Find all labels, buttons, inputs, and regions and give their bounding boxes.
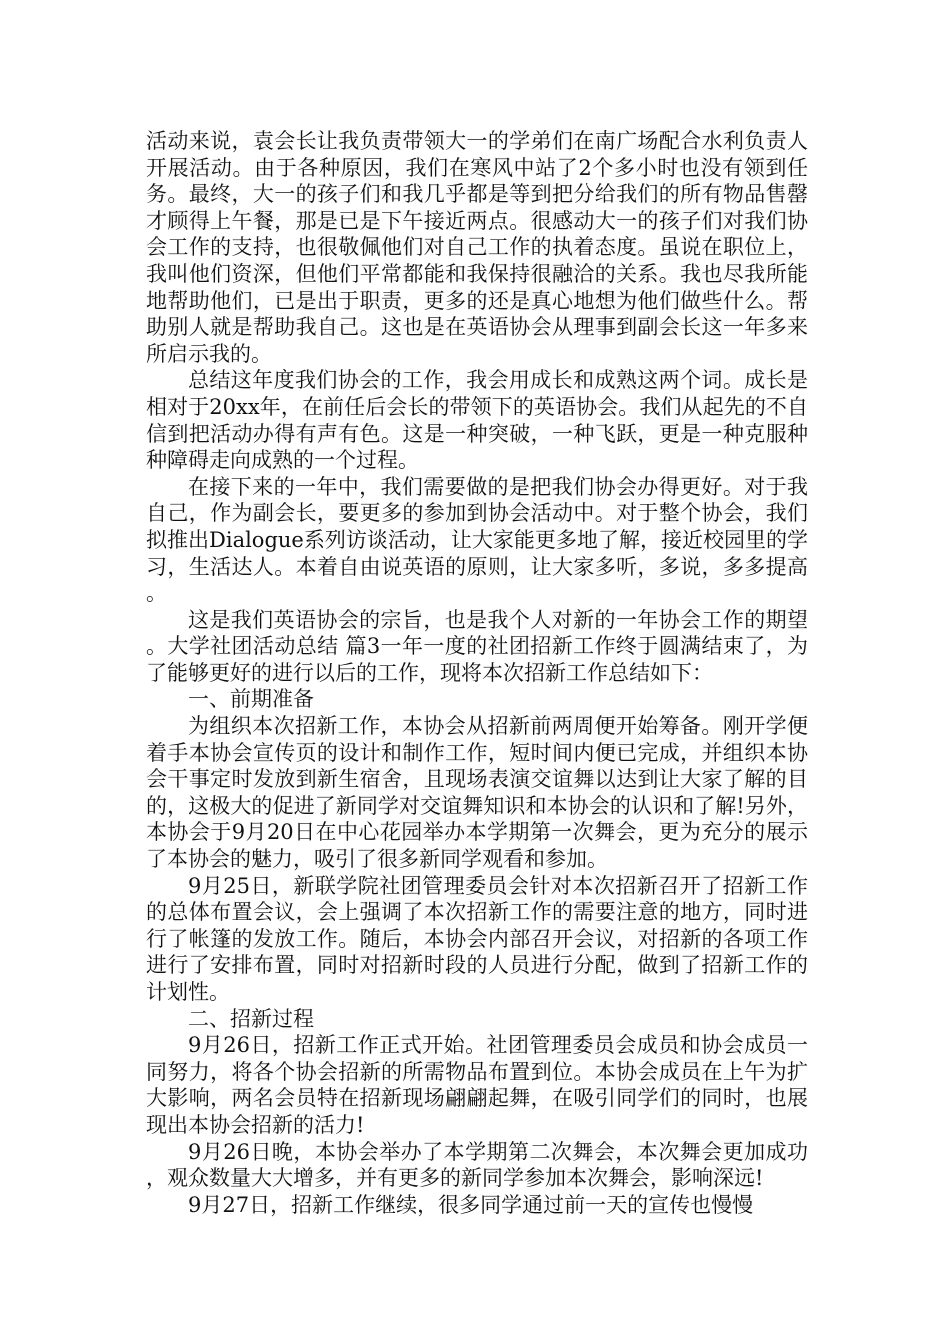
paragraph-11: 9月27日，招新工作继续，很多同学通过前一天的宣传也慢慢: [188, 1192, 754, 1217]
section-heading-preparation: 一、前期准备: [188, 687, 314, 712]
document-page: [146, 128, 808, 1218]
paragraph-7: 9月25日，新联学院社团管理委员会针对本次招新召开了招新工作的总体布置会议，会上强调了本次招新工作的需要注意的地方，同时进行了帐篷的发放工作。随后，本协会内部召开会议，对招新的各项工作进行了安排布置，同时对招新时段的人员进行分配，做到了招新工作的计划性。: [146, 873, 808, 1004]
paragraph-3: 在接下来的一年中，我们需要做的是把我们协会办得更好。对于我自己，作为副会长，要更多的参加到协会活动中。对于整个协会，我们拟推出Dialogue系列访谈活动，让大家能更多地了解，接近校园里的学习，生活达人。本着自由说英语的原则，让大家多听，多说，多多提高。: [146, 474, 808, 606]
paragraph-6: 为组织本次招新工作，本协会从招新前两周便开始筹备。刚开学便着手本协会宣传页的设计和制作工作，短时间内便已完成，并组织本协会干事定时发放到新生宿舍，且现场表演交谊舞以达到让大家了解的目的，这极大的促进了新同学对交谊舞知识和本协会的认识和了解!另外，本协会于9月20日在中心花园举办本学期第一次舞会，更为充分的展示了本协会的魅力，吸引了很多新同学观看和参加。: [146, 714, 808, 872]
paragraph-2: 总结这年度我们协会的工作，我会用成长和成熟这两个词。成长是相对于20xx年，在前任后会长的带领下的英语协会。我们从起先的不自信到把活动办得有声有色。这是一种突破，一种飞跃，更是一种克服种种障碍走向成熟的一个过程。: [146, 368, 808, 473]
paragraph-1: 活动来说，袁会长让我负责带领大一的学弟们在南广场配合水利负责人开展活动。由于各种原因，我们在寒风中站了2个多小时也没有领到任务。最终，大一的孩子们和我几乎都是等到把分给我们的所有物品售罄才顾得上午餐，那是已是下午接近两点。很感动大一的孩子们对我们协会工作的支持，也很敬佩他们对自己工作的执着态度。虽说在职位上，我叫他们资深，但他们平常都能和我保持很融洽的关系。我也尽我所能地帮助他们，已是出于职责，更多的还是真心地想为他们做些什么。帮助别人就是帮助我自己。这也是在英语协会从理事到副会长这一年多来所启示我的。: [146, 129, 808, 366]
section-heading-recruitment-process: 二、招新过程: [188, 1006, 314, 1031]
paragraph-9: 9月26日，招新工作正式开始。社团管理委员会成员和协会成员一同努力，将各个协会招新的所需物品布置到位。本协会成员在上午为扩大影响，两名会员特在招新现场翩翩起舞，在吸引同学们的同时，也展现出本协会招新的活力!: [146, 1033, 808, 1137]
paragraph-10: 9月26日晚，本协会举办了本学期第二次舞会，本次舞会更加成功，观众数量大大增多，并有更多的新同学参加本次舞会，影响深远!: [146, 1139, 808, 1191]
paragraph-4: 这是我们英语协会的宗旨，也是我个人对新的一年协会工作的期望。大学社团活动总结 篇3一年一度的社团招新工作终于圆满结束了，为了能够更好的进行以后的工作，现将本次招新工作总结如下：: [146, 607, 808, 685]
